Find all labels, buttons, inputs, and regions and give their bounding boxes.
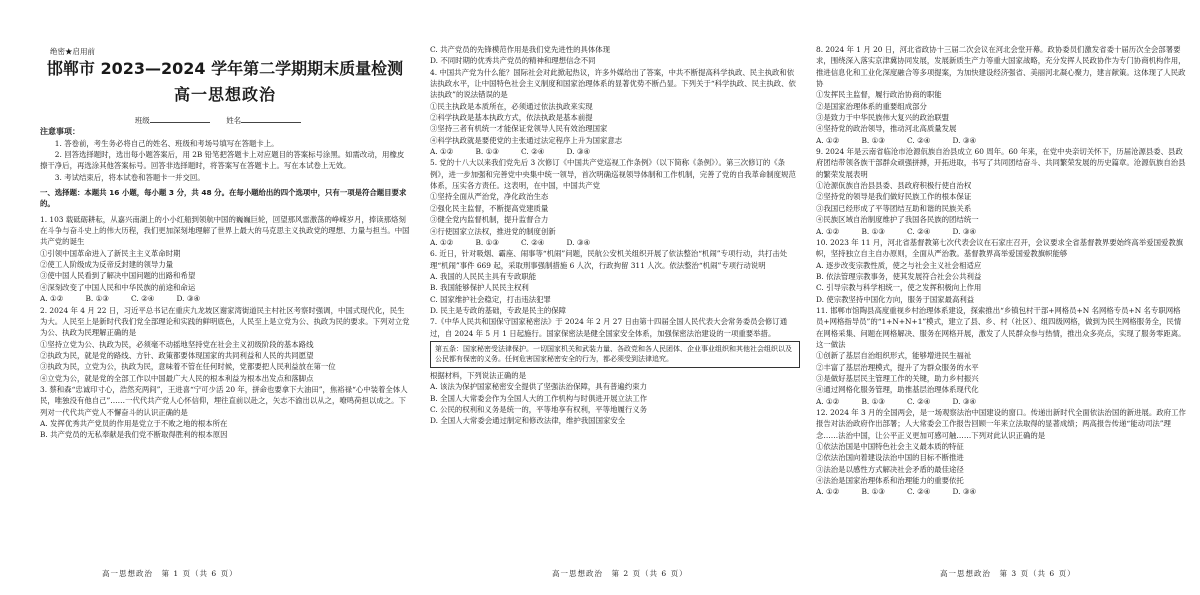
secret-label: 绝密★启用前: [50, 47, 95, 56]
question-option: ④深刻改变了中国人民和中华民族的前途和命运: [40, 282, 196, 292]
question-option: C. 引导宗教与科学相统一，使之发挥积极向上作用: [816, 283, 982, 293]
question-option: ③执政为民，立党为公，执政为民，意味着不管在任何时候，党都要把人民利益放在第一位: [40, 362, 336, 372]
question-option: ④坚持党的政治领导，推动河北高质量发展: [816, 124, 957, 134]
question-option: ④立党为公，就是党的全部工作以中国最广大人民的根本利益为根本出发点和落脚点: [40, 373, 314, 383]
question-option: B. 依法管理宗教事务，使其发展符合社会公共利益: [816, 271, 982, 281]
question-option: D. 不同时期的优秀共产党员的精神和理想信念不同: [430, 56, 596, 66]
question-item: 2. 2024 年 4 月 22 日，习近平总书记在重庆九龙坡区谢家湾街道民主村社区考察时强调，中国式现代化，民生为大。人民至上是新时代我们党全部理论和实践的鲜明底色，人民至上是立党为公、执政为民的要求。下列对立党为公、执政为民理解正确的是: [40, 305, 410, 338]
question-option: ①创新了基层自治组织形式，能够增进民生福祉: [816, 351, 972, 361]
question-option: ④科学执政就是要使党的主张通过法定程序上升为国家意志: [430, 135, 623, 145]
question-item: 5. 党的十八大以来我们党先后 3 次修订《中国共产党巡视工作条例》（以下简称《条例》）。第三次修订的《条例》，进一步加强和完善党中央集中统一领导，首次明确巡视领导体制和工作机制，完善了党的自我革命制度规范体系，压实各方责任。这表明，在中国，中国共产党: [430, 158, 796, 191]
question-option: ①依法治国是中国特色社会主义最本质的特征: [816, 442, 964, 452]
question-option: ②强化民主监督，不断提高党建质量: [430, 203, 549, 213]
question-option: ①沧源佤族自治县县委、县政府积极行使自治权: [816, 181, 972, 191]
section-heading: 一、选择题：本题共 16 小题，每小题 3 分，共 48 分。在每小题给出的四个选项中，只有一项是符合题目要求的。: [40, 188, 407, 209]
subject-title: 高一思想政治: [173, 85, 276, 104]
question-option: ②执政为民，就是党的路线、方针、政策都要体现国家的共同利益和人民的共同愿望: [40, 350, 314, 360]
question-option: ③法治是以感性方式解决社会矛盾的最佳途径: [816, 464, 964, 474]
student-info-fields: [40, 114, 410, 126]
question-option: ③是致力于中华民族伟大复兴的政治联盟: [816, 113, 950, 123]
question-item: 11. 邯郸市馆陶县高度重视乡村治理体系建设，探索推出“乡镇包村干部+网格员+N 名网格专员+N 名专职网格员+网格指导员”的“1+N+N+1”模式，建立了县、乡、村（社区）、组四级网格，做到为民生网格服务全，民情在网格采集、问题在网格解决、服务在网格开展，激发了人民群众参与热情，推出众多亮点，实现了服务零距离。这一做法: [816, 305, 1186, 349]
answer-choices: A. ①② B. ①③ C. ②④ D. ③④: [816, 226, 977, 236]
question-option: ④法治是国家治理体系和治理能力的重要依托: [816, 476, 964, 486]
question-option: C. 国家维护社会稳定，打击违法犯罪: [430, 294, 551, 304]
question-option: ④民族区域自治制度维护了我国各民族的团结统一: [816, 215, 979, 225]
name-field[interactable]: [241, 114, 301, 123]
question-option: ③坚持三者有机统一才能保证党领导人民有效治理国家: [430, 124, 608, 134]
question-option: ②坚持党的领导是我们做好民族工作的根本保证: [816, 192, 972, 202]
question-option: A. 逐步改变宗教性质，使之与社会主义社会相适应: [816, 260, 982, 270]
question-option: ③我国已经形成了平等团结互助和谐的民族关系: [816, 203, 972, 213]
question-option: ②丰富了基层治理模式，提升了为群众服务的水平: [816, 362, 979, 372]
notice-item: 3. 考试结束后，将本试卷和答题卡一并交回。: [54, 172, 205, 182]
question-option: ①民主执政是本质所在，必须通过依法执政来实现: [430, 101, 593, 111]
question-item: 10. 2023 年 11 月，河北省基督教第七次代表会议在石家庄召开，会议要求全省基督教界要始终高举爱国爱教旗帜，坚持独立自主自办原则，全面从严治教。基督教界高举爱国爱教旗帜能够: [816, 237, 1184, 259]
question-option: A. 我国的人民民主具有专政职能: [430, 271, 537, 281]
question-option: ④行使国家立法权，推进党的制度创新: [430, 226, 556, 236]
question-option: ②是国家治理体系的重要组成部分: [816, 101, 927, 111]
question-option: ③健全党内监督机制，提升监督合力: [430, 215, 549, 225]
question-option: D. 全国人大常委会通过制定和修改法律，维护我国国家安全: [430, 416, 626, 426]
notice-item: 2. 回答选择题时，选出每小题答案后，用 2B 铅笔把答题卡上对应题目的答案标号涂黑。如需改动，用橡皮擦干净后，再选涂其他答案标号。回答非选择题时，将答案写在答题卡上。写在本试卷上无效。: [40, 150, 405, 171]
answer-choices: A. ①② B. ①③ C. ②④ D. ③④: [816, 135, 977, 145]
question-item: 1. 103 载砥砺耕耘，从嘉兴南湖上的小小红船到领航中国的巍巍巨轮，回望那风雷激荡的峥嵘岁月，捧读那烙刻在斗争与奋斗史上的伟大历程，我们更加深刻地理解了世界上最大的马克思主义执政党的理想、力量与担当。中国共产党的诞生: [40, 214, 410, 247]
question-option: ①发挥民主监督，履行政治协商的职能: [816, 90, 942, 100]
notice-heading: 注意事项：: [40, 127, 80, 137]
name-label: 姓名: [226, 116, 242, 125]
question-option: D. 使宗教坚持中国化方向，服务于国家最高利益: [816, 294, 975, 304]
law-excerpt-box: 第五条：国家秘密受法律保护。一切国家机关和武装力量、各政党和各人民团体、企业事业组织和其他社会组织以及公民都有保密的义务。任何危害国家秘密安全的行为，都必须受到法律追究。: [430, 341, 800, 368]
exam-title: 邯郸市 2023—2024 学年第二学期期末质量检测: [46, 59, 404, 78]
class-label: 班级: [134, 116, 150, 125]
question-item: 12. 2024 年 3 月的全国两会，是一场观察法治中国建设的窗口。传递出新时代全面依法治国的新进展。政府工作报告对法治政府作出部署；人大常委会工作报告回顾一年来立法取得的显著成绩；两高报告传递“能动司法”理念……法治中国，让公平正义更加可感可触……下列对此认识正确的是: [816, 408, 1186, 440]
answer-choices: A. ①② B. ①③ C. ②④ D. ③④: [430, 237, 591, 247]
question-option: ①引领中国革命进入了新民主主义革命时期: [40, 248, 181, 258]
question-option: ①坚持全面从严治党，净化政治生态: [430, 192, 549, 202]
question-option: ③使中国人民看到了解决中国问题的出路和希望: [40, 271, 196, 281]
question-option: C. 公民的权利和义务是统一的，平等地享有权利，平等地履行义务: [430, 404, 648, 414]
question-option: A. 该法为保护国家秘密安全提供了坚强法治保障，具有普遍约束力: [430, 382, 647, 392]
answer-choices: A. ①② B. ①③ C. ②④ D. ③④: [816, 396, 977, 406]
page-footer: 高一思想政治 第 2 页（共 6 页）: [552, 569, 688, 578]
question-item: 8. 2024 年 1 月 20 日，河北省政协十三届二次会议在河北会堂开幕。政协委员们激发省委十届历次全会部署要求，围绕深入落实京津冀协同发展，发展新质生产力等重大国家战略，充分发挥人民政协作为专门协商机构作用，推进信息化和工业化深度融合等多项提案，为加快建设经济强省、美丽河北凝心聚力，建言献策。这体现了人民政协: [816, 45, 1186, 89]
question-option: ③是做好基层民主管理工作的关键，助力乡村振兴: [816, 373, 979, 383]
question-option: A. 发挥优秀共产党员的作用是党立于不败之地的根本所在: [40, 418, 228, 428]
page-2: [430, 44, 800, 427]
question-option: ②使工人阶级成为反帝反封建的领导力量: [40, 260, 174, 270]
question-item: 3. 蔡和森“忠诚印寸心，浩然充两间”，王进喜“宁可少活 20 年，拼命也要拿下大油田”，焦裕禄“心中装着全体人民，唯独没有他自己”……一代代共产党人心怀信仰，埋往直前以赴之，矢志不渝出以从之，嘹鸣荷担以成之。下列对一代代共产党人不懈奋斗的认识正确的是: [40, 384, 408, 417]
question-option: B. 全国人大常委会作为全国人大的工作机构与时俱进开展立法工作: [430, 393, 648, 403]
page-3: [816, 44, 1186, 498]
answer-choices: A. ①② B. ①③ C. ②④ D. ③④: [816, 487, 977, 497]
page-1: [40, 44, 410, 441]
question-option: D. 民主是专政的基础，专政是民主的保障: [430, 305, 567, 315]
question-option: ①坚持立党为公、执政为民，必须毫不动摇地坚持党在社会主义初级阶段的基本路线: [40, 339, 314, 349]
answer-choices: A. ①② B. ①③ C. ②④ D. ③④: [430, 147, 591, 157]
class-field[interactable]: [150, 114, 210, 123]
question-item: 6. 近日，针对吸烟、霸座、闹事等“机闹”问题，民航公安机关组织开展了依法整治“机闹”专项行动，共打击处理“机闹”事件 669 起，采取刑事强制措施 6 人次，行政拘留 311 人次。依法整治“机闹”专项行动说明: [430, 249, 788, 270]
question-option: ②依法治国向着建设法治中国的目标不断推进: [816, 453, 964, 463]
question-item: 9. 2024 年是云南省临沧市沧源佤族自治县成立 60 周年。60 年来，在党中央亲切关怀下，历届沧源县委、县政府团结带领各族干部群众顽强拼搏，开拓进取，书写了共同团结奋斗、共同繁荣发展的历史篇章。沧源佤族自治县的繁荣发展表明: [816, 147, 1186, 179]
question-stem: 根据材料，下列说法正确的是: [430, 370, 527, 380]
question-item: 4. 中国共产党为什么能？国际社会对此掀起热议，许多外媒给出了答案，中共不断提高科学执政、民主执政和依法执政水平，让中国特色社会主义制度和国家治理体系的显著优势不断凸显。下列关于“科学执政、民主执政、依法执政”的说法错误的是: [430, 67, 796, 100]
answer-choices: A. ①② B. ①③ C. ②④ D. ③④: [40, 294, 201, 304]
question-item: 7.《中华人民共和国保守国家秘密法》于 2024 年 2 月 27 日由第十四届全国人民代表大会常务委员会修订通过，自 2024 年 5 月 1 日起施行。国家保密法是健全国家安全体系，加强保密法治建设的一项重要举措。: [430, 317, 788, 338]
page-footer: 高一思想政治 第 3 页（共 6 页）: [940, 569, 1076, 578]
question-option: ④通过网格化服务管理，助推基层治理体系现代化: [816, 385, 979, 395]
question-option: B. 我国能够保护人民民主权利: [430, 283, 529, 293]
question-option: ②科学执政是基本执政方式，依法执政是基本前提: [430, 113, 593, 123]
question-option: C. 共产党员的先锋模范作用是我们党先进性的具体体现: [430, 45, 611, 54]
notice-item: 1. 答卷前，考生务必将自己的姓名、班级和考场号填写在答题卡上。: [54, 138, 279, 148]
page-footer: 高一思想政治 第 1 页（共 6 页）: [102, 569, 238, 578]
question-option: B. 共产党员的无私奉献是我们党不断取得胜利的根本原因: [40, 430, 228, 440]
